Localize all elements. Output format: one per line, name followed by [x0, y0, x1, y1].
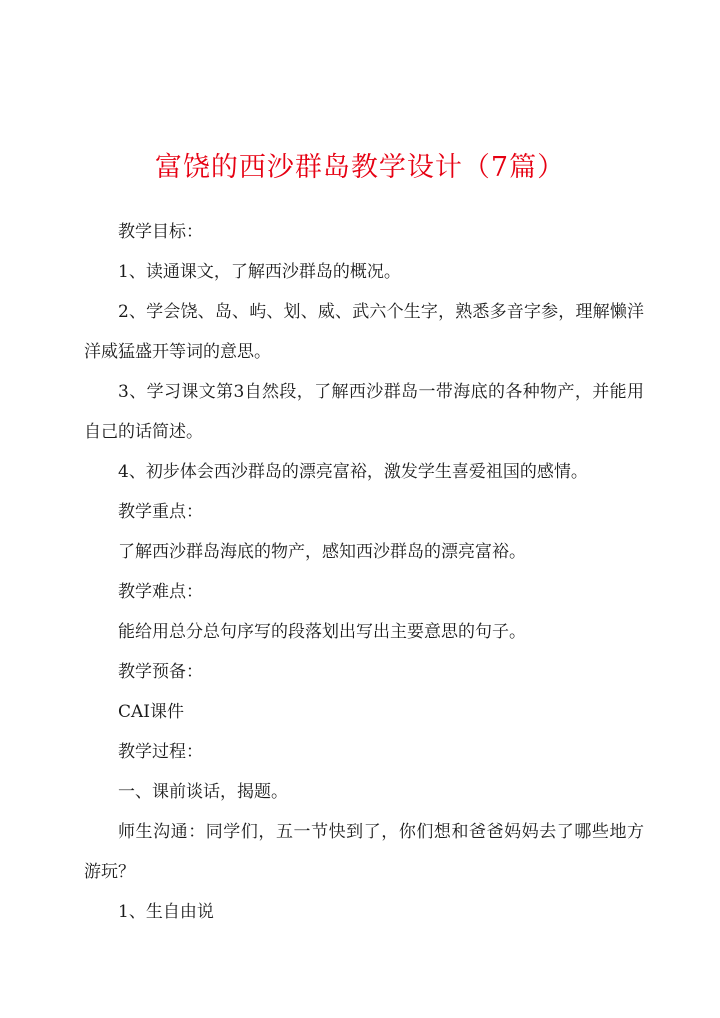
paragraph-teaching-goals-heading: 教学目标：: [118, 222, 203, 242]
paragraph-key-points-heading: 教学重点：: [118, 502, 203, 522]
paragraph-teacher-talk: 师生沟通：同学们，五一节快到了，你们想和爸爸妈妈去了哪些地方游玩？: [84, 822, 644, 882]
paragraph-goal-4: 4、初步体会西沙群岛的漂亮富裕，激发学生喜爱祖国的感情。: [118, 462, 588, 482]
paragraph-process-heading: 教学过程：: [118, 742, 203, 762]
paragraph-goal-1: 1、读通课文，了解西沙群岛的概况。: [118, 262, 401, 282]
paragraph-preparation: CAI课件: [118, 702, 184, 722]
paragraph-difficulties-heading: 教学难点：: [118, 582, 203, 602]
document-title: 富饶的西沙群岛教学设计（7篇）: [154, 152, 566, 183]
paragraph-difficulties: 能给用总分总句序写的段落划出写出主要意思的句子。: [118, 622, 526, 642]
paragraph-goal-3: 3、学习课文第3自然段，了解西沙群岛一带海底的各种物产，并能用自己的话简述。: [84, 382, 644, 442]
paragraph-goal-2: 2、学会饶、岛、屿、划、威、武六个生字，熟悉多音字参，理解懒洋洋威猛盛开等词的意思。: [84, 302, 644, 362]
paragraph-preparation-heading: 教学预备：: [118, 662, 203, 682]
paragraph-step-1: 一、课前谈话，揭题。: [118, 782, 288, 802]
paragraph-key-points: 了解西沙群岛海底的物产，感知西沙群岛的漂亮富裕。: [118, 542, 526, 562]
paragraph-free-talk: 1、生自由说: [118, 902, 214, 922]
